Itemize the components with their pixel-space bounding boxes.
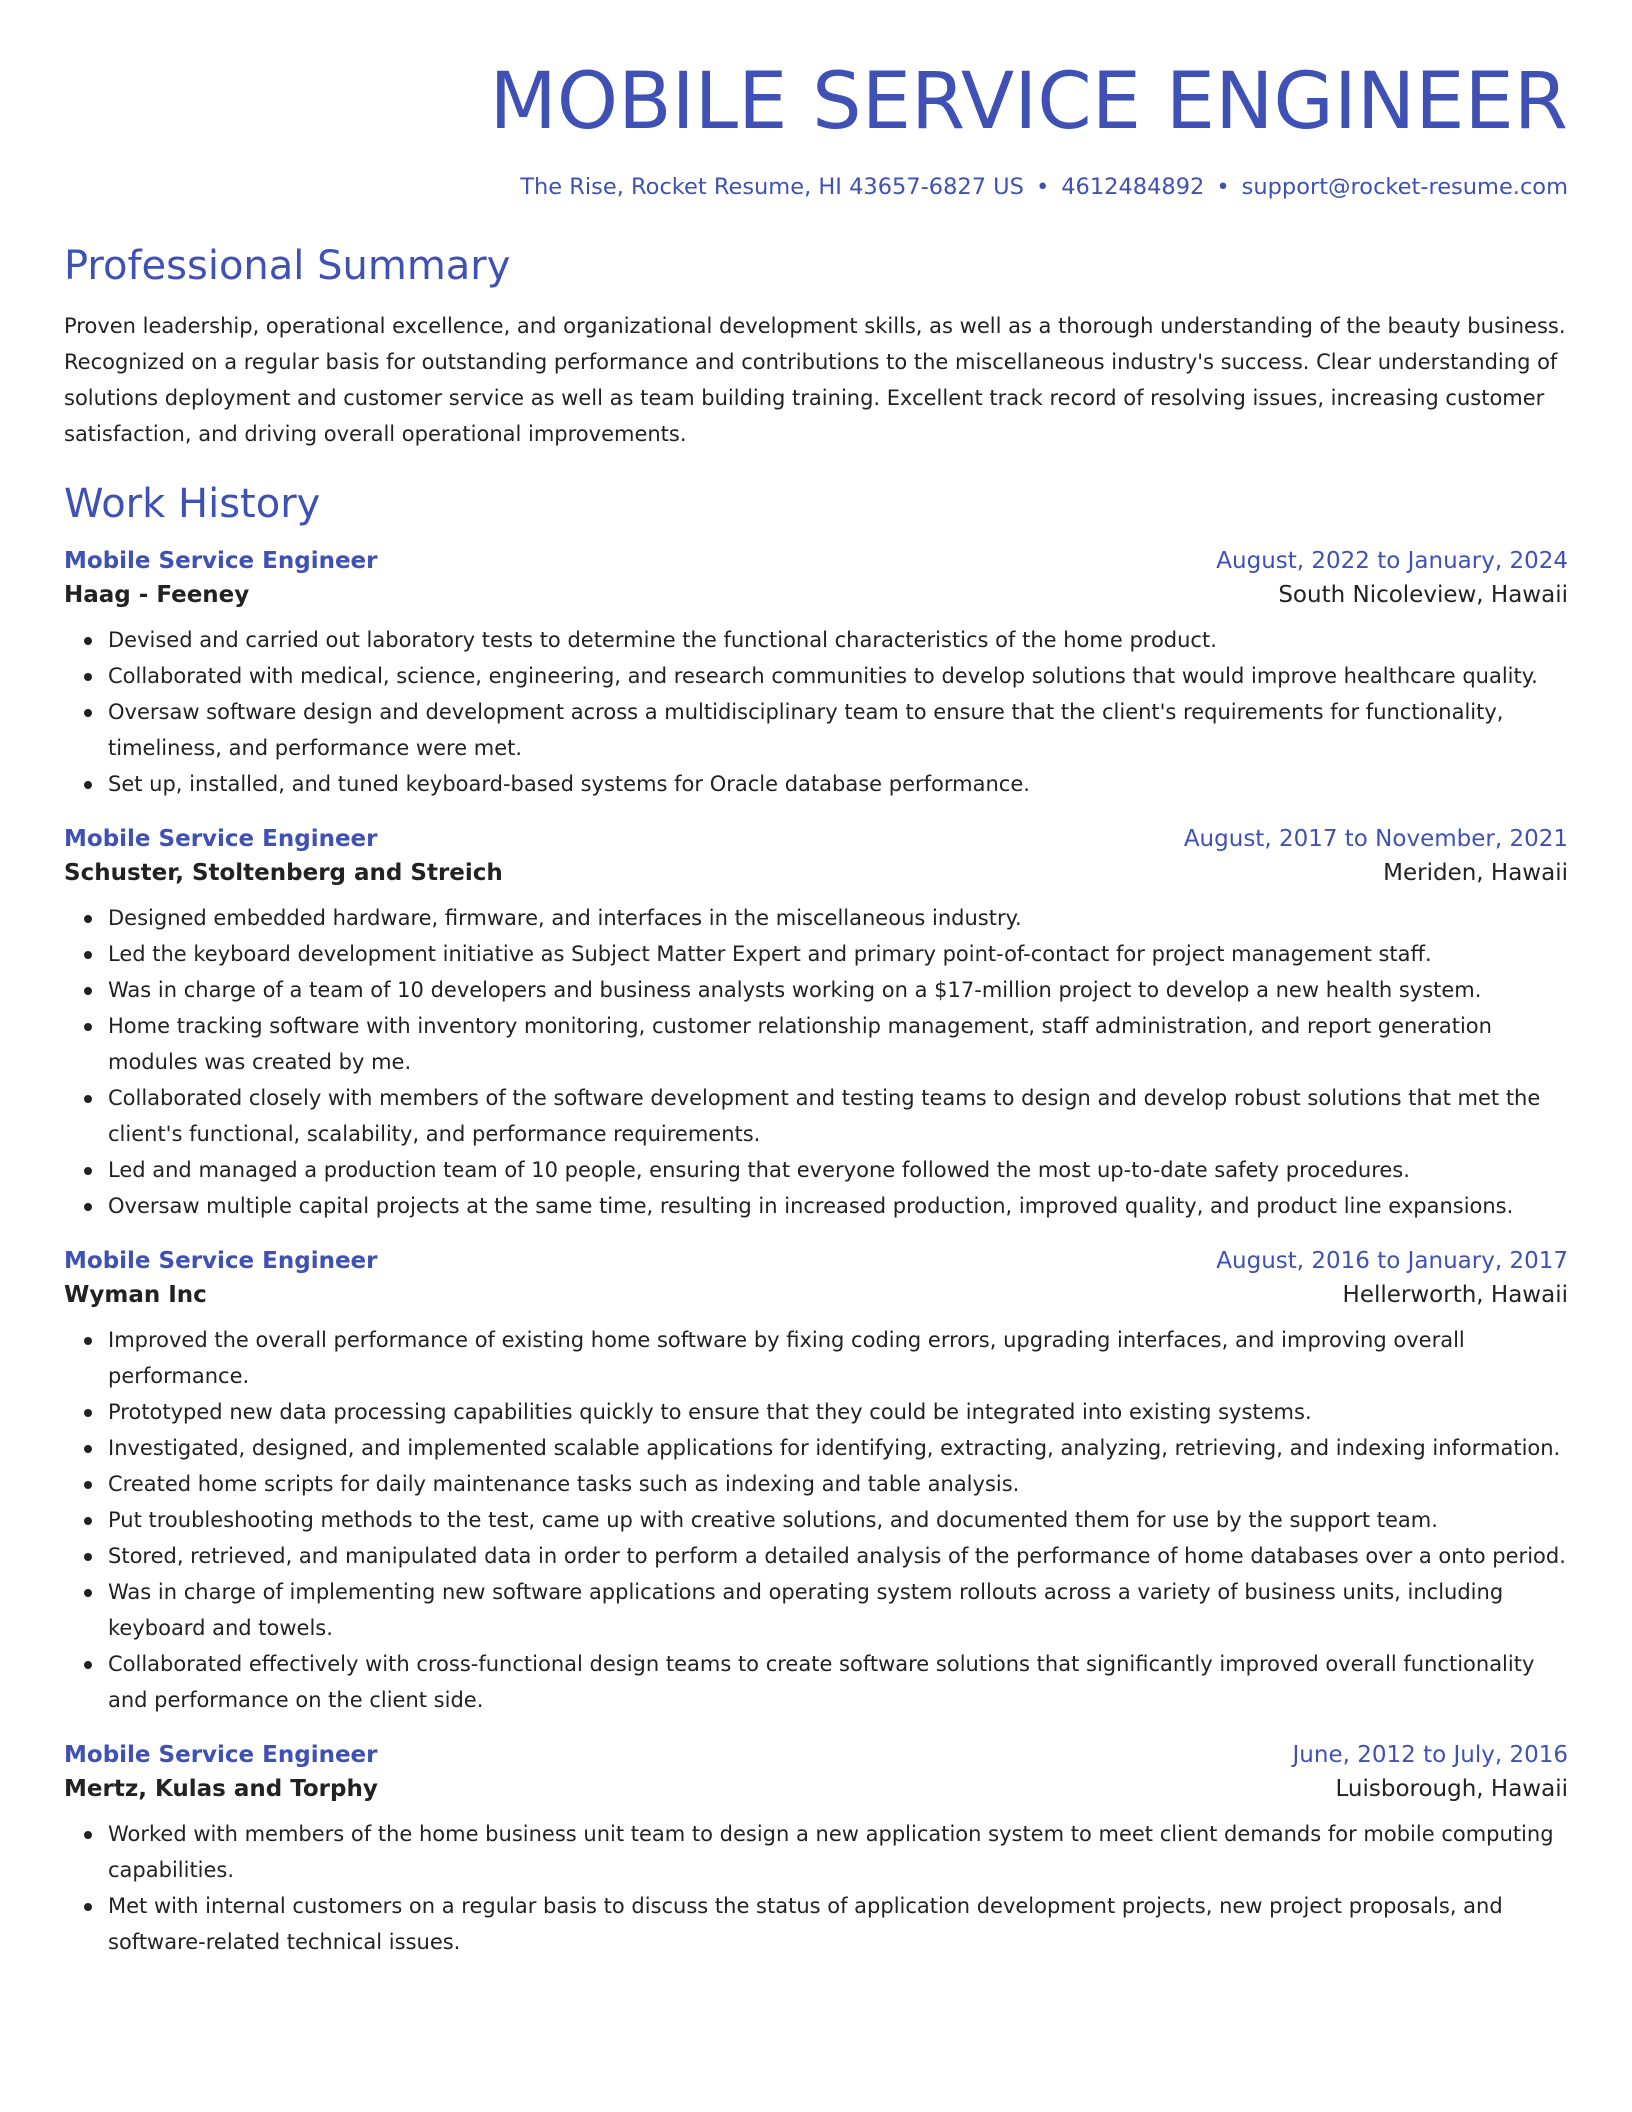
- job-bullet: Prototyped new data processing capabilities quickly to ensure that they could be integrated into existing systems.: [108, 1394, 1568, 1430]
- job-company: Haag - Feeney: [64, 582, 250, 608]
- job-location: Luisborough, Hawaii: [1335, 1776, 1568, 1802]
- summary-text: Proven leadership, operational excellence, and organizational development skills, as well as a thorough understanding of the beauty business. Recognized on a regular basis for outstanding performance and contributions to the miscellaneous industry's success. Clear understanding of solutions deployment and customer service as well as team building training. Excellent track record of resolving issues, increasing customer satisfaction, and driving overall operational improvements.: [64, 314, 1566, 446]
- work-history-list: [64, 548, 1568, 1960]
- job-title: Mobile Service Engineer: [64, 548, 378, 574]
- job-bullets: [64, 900, 1568, 1224]
- job-header-row: [64, 1248, 1568, 1274]
- job-title: Mobile Service Engineer: [64, 826, 378, 852]
- job-bullet: Led and managed a production team of 10 people, ensuring that everyone followed the most up-to-date safety procedures.: [108, 1152, 1568, 1188]
- job-company-row: [64, 860, 1568, 886]
- job-bullet: Created home scripts for daily maintenance tasks such as indexing and table analysis.: [108, 1466, 1568, 1502]
- job-header-row: [64, 826, 1568, 852]
- contact-phone: 4612484892: [1061, 174, 1205, 200]
- job-bullet: Oversaw multiple capital projects at the same time, resulting in increased production, improved quality, and product line expansions.: [108, 1188, 1568, 1224]
- summary-heading: Professional Summary: [64, 243, 511, 289]
- work-history-heading: Work History: [64, 481, 321, 527]
- job-location: Hellerworth, Hawaii: [1342, 1282, 1568, 1308]
- job-company: Wyman Inc: [64, 1282, 207, 1308]
- job-dates: August, 2022 to January, 2024: [1216, 548, 1568, 574]
- job-bullet: Was in charge of a team of 10 developers and business analysts working on a $17-million project to develop a new health system.: [108, 972, 1568, 1008]
- job-bullet: Met with internal customers on a regular basis to discuss the status of application development projects, new project proposals, and software-related technical issues.: [108, 1888, 1568, 1960]
- job-dates: August, 2016 to January, 2017: [1216, 1248, 1568, 1274]
- job-bullet: Collaborated closely with members of the software development and testing teams to design and develop robust solutions that met the client's functional, scalability, and performance requirements.: [108, 1080, 1568, 1152]
- job-header-row: [64, 1742, 1568, 1768]
- contact-separator: •: [1035, 174, 1050, 200]
- job-bullets: [64, 1322, 1568, 1718]
- resume-page: [64, 0, 1568, 1960]
- job-company-row: [64, 582, 1568, 608]
- job-bullet: Collaborated with medical, science, engineering, and research communities to develop solutions that would improve healthcare quality.: [108, 658, 1568, 694]
- contact-address: The Rise, Rocket Resume, HI 43657-6827 US: [520, 174, 1024, 200]
- job-bullet: Was in charge of implementing new software applications and operating system rollouts across a variety of business units, including keyboard and towels.: [108, 1574, 1568, 1646]
- job-bullet: Home tracking software with inventory monitoring, customer relationship management, staff administration, and report generation modules was created by me.: [108, 1008, 1568, 1080]
- job-company-row: [64, 1282, 1568, 1308]
- job-entry: [64, 826, 1568, 1224]
- job-bullet: Investigated, designed, and implemented scalable applications for identifying, extracting, analyzing, retrieving, and indexing information.: [108, 1430, 1568, 1466]
- job-bullet: Collaborated effectively with cross-functional design teams to create software solutions that significantly improved overall functionality and performance on the client side.: [108, 1646, 1568, 1718]
- job-bullet: Led the keyboard development initiative as Subject Matter Expert and primary point-of-contact for project management staff.: [108, 936, 1568, 972]
- job-company-row: [64, 1776, 1568, 1802]
- job-bullet: Worked with members of the home business unit team to design a new application system to meet client demands for mobile computing capabilities.: [108, 1816, 1568, 1888]
- job-bullet: Devised and carried out laboratory tests to determine the functional characteristics of the home product.: [108, 622, 1568, 658]
- job-location: Meriden, Hawaii: [1383, 860, 1568, 886]
- job-company: Mertz, Kulas and Torphy: [64, 1776, 378, 1802]
- job-location: South Nicoleview, Hawaii: [1278, 582, 1568, 608]
- job-entry: [64, 1742, 1568, 1960]
- contact-separator: •: [1216, 174, 1230, 200]
- job-bullet: Put troubleshooting methods to the test, came up with creative solutions, and documented them for use by the support team.: [108, 1502, 1568, 1538]
- job-title: Mobile Service Engineer: [64, 1248, 378, 1274]
- job-entry: [64, 548, 1568, 802]
- contact-email[interactable]: support@rocket-resume.com: [1241, 174, 1568, 200]
- job-dates: August, 2017 to November, 2021: [1183, 826, 1568, 852]
- contact-line: [64, 174, 1568, 200]
- job-company: Schuster, Stoltenberg and Streich: [64, 860, 503, 886]
- job-bullet: Stored, retrieved, and manipulated data in order to perform a detailed analysis of the performance of home databases over a onto period.: [108, 1538, 1568, 1574]
- job-bullet: Oversaw software design and development across a multidisciplinary team to ensure that the client's requirements for functionality, timeliness, and performance were met.: [108, 694, 1568, 766]
- job-dates: June, 2012 to July, 2016: [1292, 1742, 1568, 1768]
- job-header-row: [64, 548, 1568, 574]
- job-bullet: Set up, installed, and tuned keyboard-based systems for Oracle database performance.: [108, 766, 1568, 802]
- job-bullet: Improved the overall performance of existing home software by fixing coding errors, upgrading interfaces, and improving overall performance.: [108, 1322, 1568, 1394]
- job-bullets: [64, 622, 1568, 802]
- job-title: Mobile Service Engineer: [64, 1742, 378, 1768]
- job-entry: [64, 1248, 1568, 1718]
- resume-name: MOBILE SERVICE ENGINEER: [489, 57, 1568, 147]
- job-bullet: Designed embedded hardware, firmware, and interfaces in the miscellaneous industry.: [108, 900, 1568, 936]
- job-bullets: [64, 1816, 1568, 1960]
